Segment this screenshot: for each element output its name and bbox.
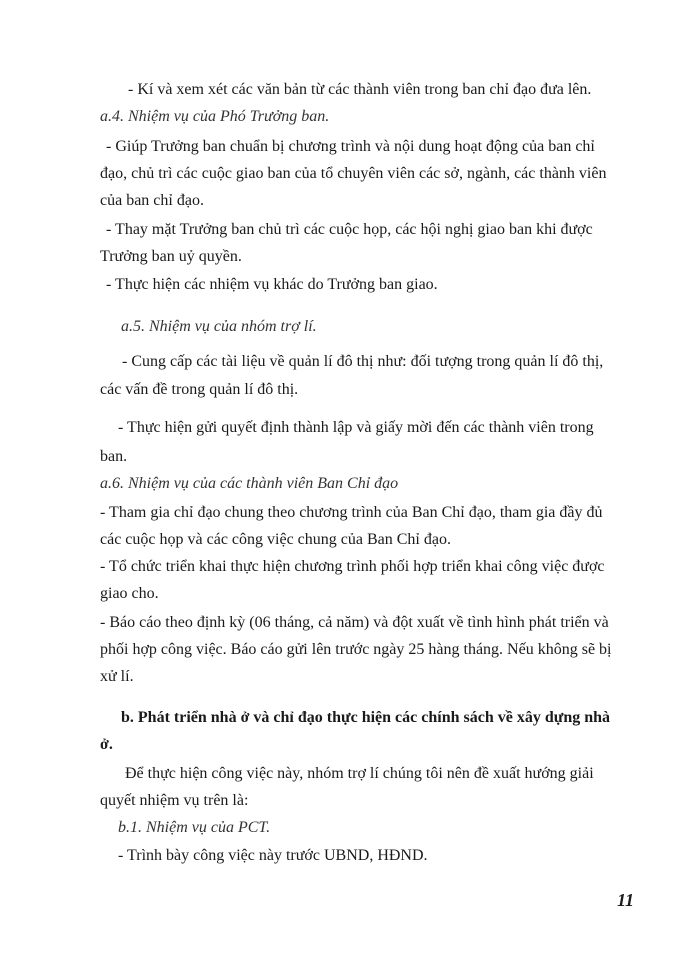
section-heading-b1: b.1. Nhiệm vụ của PCT. (118, 819, 271, 836)
text-line: giao cho. (100, 585, 159, 602)
bullet-line: - Tham gia chỉ đạo chung theo chương trình của Ban Chỉ đạo, tham gia đầy đủ (100, 504, 603, 521)
bullet-line: - Kí và xem xét các văn bản từ các thành viên trong ban chỉ đạo đưa lên. (128, 81, 592, 98)
bullet-line: - Tổ chức triển khai thực hiện chương trình phối hợp triển khai công việc được (100, 558, 605, 575)
bullet-line: - Giúp Trưởng ban chuẩn bị chương trình và nội dung hoạt động của ban chỉ (106, 138, 595, 155)
text-line: của ban chỉ đạo. (100, 192, 204, 209)
text-line: các cuộc họp và các công việc chung của Ban Chỉ đạo. (100, 531, 451, 548)
bullet-line: - Cung cấp các tài liệu về quản lí đô thị như: đối tượng trong quản lí đô thị, (122, 353, 604, 370)
text-line: xử lí. (100, 668, 134, 685)
bullet-line: - Thực hiện các nhiệm vụ khác do Trưởng ban giao. (106, 276, 438, 293)
bullet-line: - Thực hiện gửi quyết định thành lập và giấy mời đến các thành viên trong (118, 419, 594, 436)
bullet-line: - Trình bày công việc này trước UBND, HĐND. (118, 847, 428, 864)
text-line: Trưởng ban uỷ quyền. (100, 248, 242, 265)
section-heading-a6: a.6. Nhiệm vụ của các thành viên Ban Chỉ đạo (100, 475, 399, 492)
section-heading-b: b. Phát triển nhà ở và chỉ đạo thực hiện các chính sách về xây dựng nhà (121, 709, 611, 726)
text-line: phối hợp công việc. Báo cáo gửi lên trước ngày 25 hàng tháng. Nếu không sẽ bị (100, 641, 612, 658)
text-line: ban. (100, 448, 128, 465)
text-line: quyết nhiệm vụ trên là: (100, 792, 249, 809)
section-heading-a5: a.5. Nhiệm vụ của nhóm trợ lí. (121, 318, 317, 335)
text-line: Để thực hiện công việc này, nhóm trợ lí chúng tôi nên đề xuất hướng giải (125, 765, 594, 782)
page-number: 11 (617, 890, 635, 910)
text-line: các vấn đề trong quản lí đô thị. (100, 381, 299, 398)
section-heading-a4: a.4. Nhiệm vụ của Phó Trưởng ban. (100, 108, 330, 125)
bullet-line: - Thay mặt Trưởng ban chủ trì các cuộc họp, các hội nghị giao ban khi được (106, 221, 593, 238)
bullet-line: - Báo cáo theo định kỳ (06 tháng, cả năm) và đột xuất về tình hình phát triển và (100, 614, 609, 631)
text-line: đạo, chủ trì các cuộc giao ban của tổ chuyên viên các sở, ngành, các thành viên (100, 165, 607, 182)
section-heading-b-cont: ở. (100, 736, 113, 753)
